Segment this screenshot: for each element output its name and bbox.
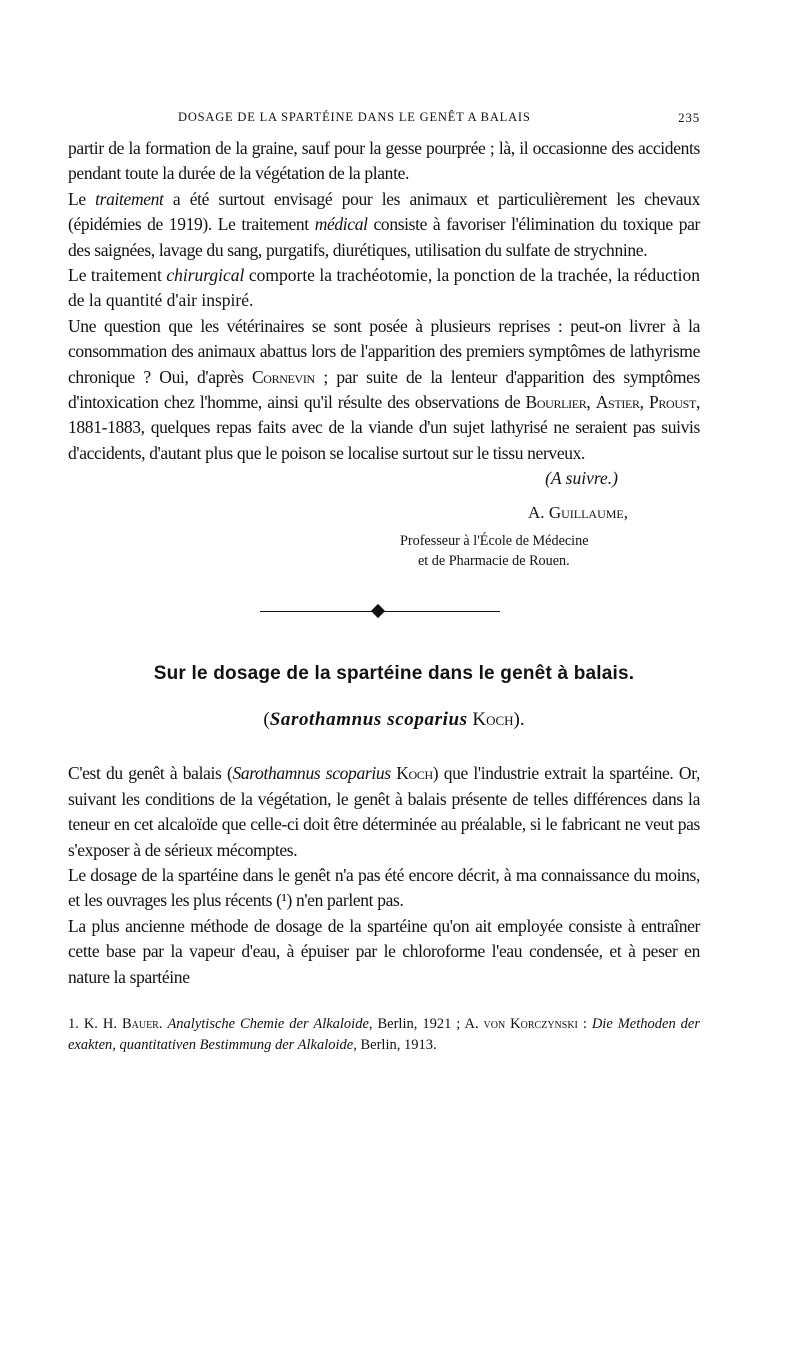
paragraph-literature: Le dosage de la spartéine dans le genêt n'a pas été encore décrit, à ma connaissance du moins, et les ouvrages les plus récents (¹) n'en parlent pas. [68,864,700,911]
text-run: ) que l'industrie extrait la spartéine. Or, suivant les conditions de la végétation, le genêt à balais présente de telles différences dans la teneur en cet alcaloïde que celle-ci doit être déterminée au préalable, si le fabricant ne veut pas s'exposer à de sérieux mécomptes. [68,763,701,860]
taxon-author-inline: Koch [396,763,433,784]
paragraph-intro [68,761,700,863]
text-run: ; par suite de la lenteur d'apparition des symptômes d'intoxication chez l'homme, ainsi qu'il résulte des observations de [68,366,700,413]
author-affiliation [68,531,700,571]
footnote-text [68,1014,700,1057]
footnote [68,1014,700,1057]
footnote-particle: von [483,1015,506,1032]
footnote-title-korczynski: Die Methoden der exakten, quantitativen Bestimmung der Alkaloide [68,1015,700,1054]
signature-initial: A. [528,503,549,523]
continued-article-body [68,136,700,466]
paragraph-old-method: La plus ancienne méthode de dosage de la spartéine qu'on ait employée consiste à entraîner cette base par la vapeur d'eau, à épuiser par le chloroforme l'eau condensée, et à peser en nature la spartéine [68,915,700,987]
running-title: DOSAGE DE LA SPARTÉINE DANS LE GENÊT A BALAIS [178,110,531,124]
text-run: Le traitement [68,265,167,286]
to-be-continued [68,468,700,489]
text-run: C'est du genêt à balais ( [68,763,233,784]
affiliation-line: Professeur à l'École de Médecine [400,533,589,550]
text-run: ). [513,709,525,731]
author-signature [68,503,700,523]
diamond-icon [371,604,385,618]
text-run: , Berlin, 1921 ; A. [368,1015,484,1032]
species-name: Sarothamnus scoparius [269,709,468,731]
footnote-number: 1. K. H. [68,1015,122,1032]
author-astier: Astier [595,392,640,413]
text-run: , [639,392,649,413]
footnote-title-bauer: Analytische Chemie der Alkaloide [167,1015,369,1032]
article-title: Sur le dosage de la spartéine dans le genêt à balais. [153,663,635,685]
author-proust: Proust [648,392,696,413]
text-run: , [586,392,596,413]
paragraph-veterinary-question [68,314,700,466]
text-run: , 1881-1883, quelques repas faits avec de la viande d'un sujet lathyrisé ne seraient pas suivis d'accidents, d'autant plus que le poison se localise surtout sur le tissu nerveux. [68,392,700,463]
footnote-author-korczynski: Korczynski [510,1015,578,1032]
text-run: : [577,1015,592,1032]
article-subtitle [68,709,700,731]
text-run: Le [68,188,96,209]
paragraph-surgical [68,263,700,314]
species-name-inline: Sarothamnus scoparius [232,763,391,784]
new-article-body [68,761,700,990]
running-header [68,102,700,128]
text-run: . [158,1015,168,1032]
book-page [68,102,700,1057]
text-run: comporte la trachéotomie, la ponction de la trachée, la réduction de la quantité d'air inspiré. [68,265,700,311]
emphasis-traitement: traitement [95,188,164,209]
page-number: 235 [678,110,700,125]
emphasis-medical: médical [314,214,368,235]
signature-name: Guillaume [548,503,624,523]
signature-comma: , [623,503,628,523]
emphasis-chirurgical: chirurgical [166,265,245,286]
a-suivre-text: (A suivre.) [545,468,618,489]
affiliation-line: et de Pharmacie de Rouen. [418,553,570,570]
text-run: , Berlin, 1913. [353,1037,437,1054]
paragraph-treatment [68,187,700,263]
taxon-author: Koch [472,709,514,731]
text-run: consiste à favoriser l'élimination du toxique par des saignées, lavage du sang, purgatifs, diurétiques, utilisation du sulfate de strychnine. [68,214,700,260]
author-cornevin: Cornevin [251,366,315,387]
footnote-author-bauer: Bauer [121,1015,159,1032]
section-divider-ornament [68,597,700,627]
paragraph-continuation: partir de la formation de la graine, sauf pour la gesse pourprée ; là, il occasionne des accidents pendant toute la durée de la végétation de la plante. [68,138,700,184]
text-run: ( [263,709,270,731]
author-bourlier: Bourlier [525,392,587,413]
text-run: a été surtout envisagé pour les animaux et particulièrement les chevaux (épidémies de 1919). Le traitement [68,188,700,235]
text-run: Une question que les vétérinaires se sont posée à plusieurs reprises : peut-on livrer à la consommation des animaux abattus lors de l'apparition des premiers symptômes de lathyrisme chronique ? Oui, d'après [68,315,700,387]
